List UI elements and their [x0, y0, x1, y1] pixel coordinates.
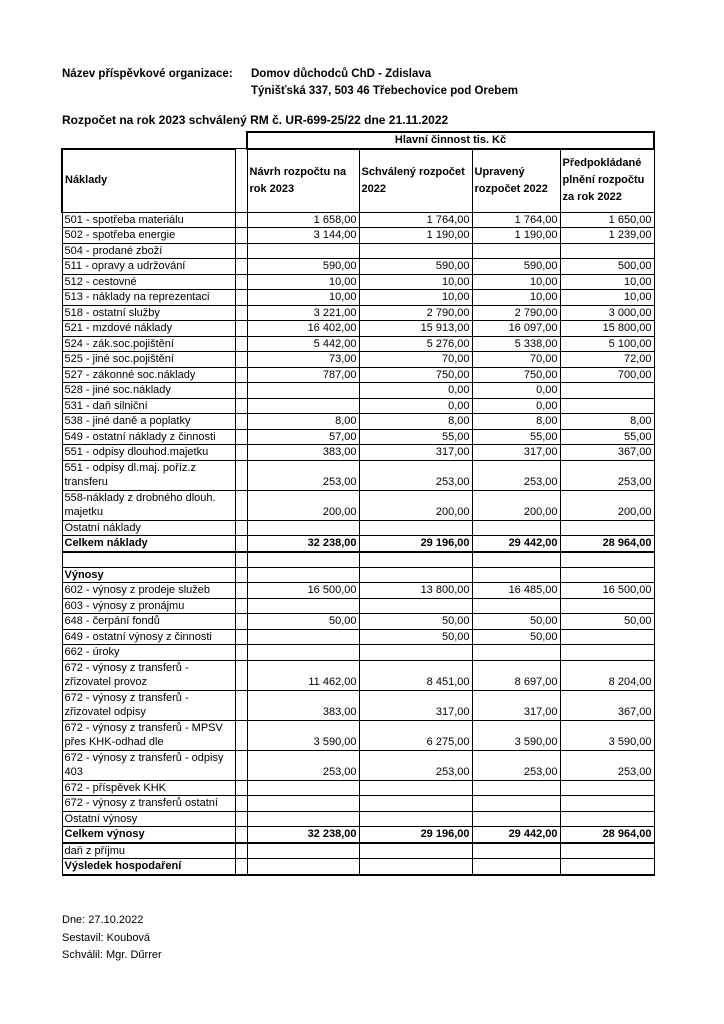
gap-cell — [235, 149, 247, 213]
value-cell: 0,00 — [359, 383, 472, 399]
value-cell — [359, 859, 472, 875]
value-cell: 1 764,00 — [359, 212, 472, 228]
value-cell: 8 697,00 — [472, 660, 560, 690]
value-cell: 11 462,00 — [247, 660, 359, 690]
row-label: 672 - výnosy z transferů - odpisy 403 — [62, 750, 235, 780]
value-cell — [247, 780, 359, 796]
row-label: 672 - výnosy z transferů - zřizovatel odpisy — [62, 690, 235, 720]
value-cell: 317,00 — [359, 690, 472, 720]
value-cell: 0,00 — [359, 398, 472, 414]
row-label: Celkem výnosy — [62, 827, 235, 843]
value-cell — [472, 796, 560, 812]
value-cell — [359, 598, 472, 614]
budget-table-body — [62, 132, 654, 875]
row-label: Ostatní náklady — [62, 520, 235, 536]
row-label: Výsledek hospodaření — [62, 859, 235, 875]
value-cell: 72,00 — [560, 352, 654, 368]
result-row — [62, 859, 654, 875]
value-cell: 253,00 — [359, 460, 472, 490]
row-label: 527 - zákonné soc.náklady — [62, 367, 235, 383]
organization-label: Název příspěvkové organizace: — [62, 68, 233, 80]
value-cell — [247, 796, 359, 812]
value-cell: 253,00 — [560, 750, 654, 780]
group-header: Hlavní činnost tis. Kč — [247, 132, 654, 149]
value-cell: 8,00 — [560, 414, 654, 430]
gap-cell — [235, 460, 247, 490]
blank-cell — [62, 132, 247, 149]
revenue-row — [62, 811, 654, 827]
revenue-row — [62, 645, 654, 661]
value-cell: 317,00 — [472, 690, 560, 720]
value-cell — [560, 398, 654, 414]
cost-row — [62, 352, 654, 368]
value-cell: 787,00 — [247, 367, 359, 383]
value-cell: 253,00 — [247, 460, 359, 490]
row-label: 518 - ostatní služby — [62, 305, 235, 321]
revenue-row — [62, 660, 654, 690]
value-cell: 55,00 — [560, 429, 654, 445]
gap-cell — [235, 367, 247, 383]
value-cell — [247, 398, 359, 414]
row-label: 558-náklady z drobného dlouh. majetku — [62, 490, 235, 520]
gap-cell — [235, 629, 247, 645]
revenues-heading: Výnosy — [62, 567, 235, 583]
value-cell: 253,00 — [472, 750, 560, 780]
value-cell: 8,00 — [247, 414, 359, 430]
budget-table — [61, 131, 655, 876]
column-header-adjusted: Upravený rozpočet 2022 — [472, 149, 560, 213]
cost-row — [62, 414, 654, 430]
value-cell: 590,00 — [247, 259, 359, 275]
row-label: Celkem náklady — [62, 536, 235, 552]
value-cell: 590,00 — [359, 259, 472, 275]
revenue-row — [62, 750, 654, 780]
value-cell — [472, 859, 560, 875]
footer-date: Dne: 27.10.2022 — [62, 914, 144, 926]
value-cell: 383,00 — [247, 445, 359, 461]
value-cell: 253,00 — [247, 750, 359, 780]
value-cell — [560, 859, 654, 875]
footer-prepared-by: Sestavil: Koubová — [62, 931, 151, 944]
row-label: 531 - daň silniční — [62, 398, 235, 414]
gap-cell — [235, 290, 247, 306]
row-label: 549 - ostatní náklady z činnosti — [62, 429, 235, 445]
value-cell: 1 650,00 — [560, 212, 654, 228]
revenue-row — [62, 583, 654, 599]
gap-cell — [235, 796, 247, 812]
value-cell: 73,00 — [247, 352, 359, 368]
gap-cell — [235, 243, 247, 259]
value-cell: 70,00 — [359, 352, 472, 368]
value-cell: 50,00 — [472, 629, 560, 645]
value-cell: 10,00 — [359, 290, 472, 306]
value-cell — [247, 552, 359, 568]
value-cell — [247, 243, 359, 259]
organization-address: Týnišťská 337, 503 46 Třebechovice pod Orebem — [251, 85, 518, 97]
value-cell: 3 590,00 — [560, 720, 654, 750]
gap-cell — [235, 598, 247, 614]
row-label: 525 - jiné soc.pojištění — [62, 352, 235, 368]
value-cell: 3 590,00 — [472, 720, 560, 750]
gap-cell — [235, 552, 247, 568]
value-cell: 367,00 — [560, 445, 654, 461]
gap-cell — [235, 780, 247, 796]
value-cell: 15 800,00 — [560, 321, 654, 337]
value-cell: 16 097,00 — [472, 321, 560, 337]
cost-row — [62, 243, 654, 259]
value-cell: 317,00 — [359, 445, 472, 461]
value-cell — [472, 598, 560, 614]
value-cell: 3 221,00 — [247, 305, 359, 321]
value-cell: 317,00 — [472, 445, 560, 461]
value-cell: 10,00 — [472, 290, 560, 306]
gap-cell — [235, 305, 247, 321]
revenue-row — [62, 690, 654, 720]
value-cell: 5 276,00 — [359, 336, 472, 352]
row-label: 501 - spotřeba materiálu — [62, 212, 235, 228]
row-label: 511 - opravy a udržování — [62, 259, 235, 275]
gap-cell — [235, 383, 247, 399]
gap-cell — [235, 660, 247, 690]
cost-row — [62, 259, 654, 275]
value-cell: 50,00 — [359, 614, 472, 630]
value-cell: 50,00 — [359, 629, 472, 645]
cost-row — [62, 305, 654, 321]
cost-row — [62, 445, 654, 461]
gap-cell — [235, 398, 247, 414]
value-cell: 200,00 — [472, 490, 560, 520]
row-label: 649 - ostatní výnosy z činnosti — [62, 629, 235, 645]
value-cell — [472, 567, 560, 583]
value-cell — [560, 598, 654, 614]
gap-cell — [235, 614, 247, 630]
row-label: Ostatní výnosy — [62, 811, 235, 827]
row-label: 528 - jiné soc.náklady — [62, 383, 235, 399]
group-header-row — [62, 132, 654, 149]
value-cell: 10,00 — [560, 290, 654, 306]
value-cell — [359, 243, 472, 259]
footer — [62, 912, 162, 965]
gap-cell — [235, 536, 247, 552]
gap-cell — [235, 321, 247, 337]
budget-title: Rozpočet na rok 2023 schválený RM č. UR-699-25/22 dne 21.11.2022 — [62, 113, 449, 127]
value-cell: 367,00 — [560, 690, 654, 720]
value-cell: 10,00 — [247, 290, 359, 306]
value-cell — [247, 567, 359, 583]
value-cell: 16 402,00 — [247, 321, 359, 337]
value-cell — [472, 552, 560, 568]
column-header-approved: Schválený rozpočet 2022 — [359, 149, 472, 213]
row-label: 648 - čerpání fondů — [62, 614, 235, 630]
value-cell: 6 275,00 — [359, 720, 472, 750]
value-cell — [359, 567, 472, 583]
value-cell — [560, 645, 654, 661]
value-cell: 16 500,00 — [560, 583, 654, 599]
revenue-row — [62, 598, 654, 614]
value-cell: 253,00 — [472, 460, 560, 490]
value-cell — [560, 811, 654, 827]
value-cell: 29 196,00 — [359, 827, 472, 843]
value-cell: 253,00 — [359, 750, 472, 780]
value-cell — [359, 843, 472, 859]
gap-cell — [235, 228, 247, 244]
row-label: 538 - jiné daně a poplatky — [62, 414, 235, 430]
value-cell: 29 196,00 — [359, 536, 472, 552]
value-cell: 16 500,00 — [247, 583, 359, 599]
value-cell — [359, 796, 472, 812]
value-cell — [247, 645, 359, 661]
value-cell: 15 913,00 — [359, 321, 472, 337]
value-cell — [472, 520, 560, 536]
value-cell: 750,00 — [359, 367, 472, 383]
footer-approved-by: Schválil: Mgr. Dűrrer — [62, 949, 162, 961]
value-cell: 1 658,00 — [247, 212, 359, 228]
value-cell: 29 442,00 — [472, 827, 560, 843]
gap-cell — [235, 843, 247, 859]
tax-row — [62, 843, 654, 859]
value-cell — [560, 780, 654, 796]
value-cell — [247, 598, 359, 614]
cost-row — [62, 290, 654, 306]
value-cell: 70,00 — [472, 352, 560, 368]
column-header-proposal: Návrh rozpočtu na rok 2023 — [247, 149, 359, 213]
value-cell: 1 190,00 — [359, 228, 472, 244]
value-cell — [560, 243, 654, 259]
value-cell — [359, 520, 472, 536]
value-cell — [247, 629, 359, 645]
column-header-label: Náklady — [62, 149, 235, 213]
value-cell: 1 190,00 — [472, 228, 560, 244]
gap-cell — [235, 336, 247, 352]
revenue-row — [62, 720, 654, 750]
gap-cell — [235, 583, 247, 599]
revenue-row — [62, 796, 654, 812]
gap-cell — [235, 274, 247, 290]
value-cell — [560, 552, 654, 568]
gap-cell — [235, 259, 247, 275]
value-cell — [560, 796, 654, 812]
value-cell — [472, 645, 560, 661]
value-cell: 700,00 — [560, 367, 654, 383]
value-cell: 10,00 — [247, 274, 359, 290]
value-cell: 200,00 — [247, 490, 359, 520]
value-cell — [247, 383, 359, 399]
value-cell — [247, 859, 359, 875]
value-cell: 50,00 — [247, 614, 359, 630]
organization-name: Domov důchodců ChD - Zdislava — [251, 68, 432, 80]
value-cell: 16 485,00 — [472, 583, 560, 599]
value-cell: 0,00 — [472, 398, 560, 414]
gap-cell — [235, 414, 247, 430]
value-cell — [560, 520, 654, 536]
value-cell: 200,00 — [560, 490, 654, 520]
value-cell: 29 442,00 — [472, 536, 560, 552]
cost-row — [62, 212, 654, 228]
value-cell: 5 442,00 — [247, 336, 359, 352]
value-cell: 8,00 — [472, 414, 560, 430]
value-cell — [560, 843, 654, 859]
cost-row — [62, 274, 654, 290]
value-cell: 2 790,00 — [359, 305, 472, 321]
cost-row — [62, 429, 654, 445]
column-header-expected: Předpokládané plnění rozpočtu za rok 2022 — [560, 149, 654, 213]
value-cell — [359, 645, 472, 661]
value-cell: 0,00 — [472, 383, 560, 399]
row-label: 672 - výnosy z transferů - MPSV přes KHK-odhad dle — [62, 720, 235, 750]
gap-cell — [235, 750, 247, 780]
value-cell — [472, 780, 560, 796]
gap-cell — [235, 859, 247, 875]
value-cell: 3 000,00 — [560, 305, 654, 321]
gap-cell — [235, 520, 247, 536]
value-cell: 10,00 — [472, 274, 560, 290]
revenue-row — [62, 629, 654, 645]
value-cell: 57,00 — [247, 429, 359, 445]
gap-cell — [235, 490, 247, 520]
value-cell: 590,00 — [472, 259, 560, 275]
value-cell — [560, 629, 654, 645]
costs-total-row — [62, 536, 654, 552]
value-cell: 32 238,00 — [247, 536, 359, 552]
value-cell: 8 451,00 — [359, 660, 472, 690]
cost-row — [62, 398, 654, 414]
row-label: 524 - zák.soc.pojištění — [62, 336, 235, 352]
row-label: 504 - prodané zboží — [62, 243, 235, 259]
row-label: 512 - cestovné — [62, 274, 235, 290]
row-label: daň z příjmu — [62, 843, 235, 859]
value-cell: 55,00 — [472, 429, 560, 445]
value-cell — [247, 843, 359, 859]
gap-cell — [235, 690, 247, 720]
cost-row — [62, 228, 654, 244]
value-cell — [247, 811, 359, 827]
revenue-row — [62, 780, 654, 796]
revenues-heading-row — [62, 567, 654, 583]
row-label: 551 - odpisy dlouhod.majetku — [62, 445, 235, 461]
cost-row — [62, 367, 654, 383]
row-label: 672 - příspěvek KHK — [62, 780, 235, 796]
value-cell: 1 239,00 — [560, 228, 654, 244]
row-label: 551 - odpisy dl.maj. poříz.z transferu — [62, 460, 235, 490]
value-cell: 750,00 — [472, 367, 560, 383]
gap-cell — [235, 720, 247, 750]
row-label: 602 - výnosy z prodeje služeb — [62, 583, 235, 599]
value-cell: 28 964,00 — [560, 536, 654, 552]
value-cell — [560, 383, 654, 399]
cost-row — [62, 520, 654, 536]
cost-row — [62, 460, 654, 490]
gap-cell — [235, 212, 247, 228]
row-label: 521 - mzdové náklady — [62, 321, 235, 337]
revenue-row — [62, 614, 654, 630]
revenues-total-row — [62, 827, 654, 843]
value-cell — [359, 811, 472, 827]
value-cell: 3 590,00 — [247, 720, 359, 750]
cost-row — [62, 321, 654, 337]
value-cell: 3 144,00 — [247, 228, 359, 244]
gap-cell — [235, 429, 247, 445]
cost-row — [62, 490, 654, 520]
gap-cell — [235, 645, 247, 661]
gap-cell — [235, 445, 247, 461]
value-cell — [359, 552, 472, 568]
value-cell: 50,00 — [472, 614, 560, 630]
value-cell: 10,00 — [359, 274, 472, 290]
gap-cell — [235, 827, 247, 843]
value-cell: 2 790,00 — [472, 305, 560, 321]
value-cell: 253,00 — [560, 460, 654, 490]
value-cell — [560, 567, 654, 583]
value-cell — [247, 520, 359, 536]
value-cell — [359, 780, 472, 796]
value-cell: 32 238,00 — [247, 827, 359, 843]
row-label: 513 - náklady na reprezentaci — [62, 290, 235, 306]
cost-row — [62, 383, 654, 399]
value-cell: 55,00 — [359, 429, 472, 445]
column-header-row — [62, 149, 654, 213]
value-cell: 500,00 — [560, 259, 654, 275]
gap-cell — [235, 811, 247, 827]
value-cell: 10,00 — [560, 274, 654, 290]
value-cell — [472, 843, 560, 859]
value-cell: 383,00 — [247, 690, 359, 720]
value-cell — [472, 243, 560, 259]
value-cell: 1 764,00 — [472, 212, 560, 228]
value-cell: 50,00 — [560, 614, 654, 630]
row-label: 662 - úroky — [62, 645, 235, 661]
value-cell: 8 204,00 — [560, 660, 654, 690]
value-cell: 5 338,00 — [472, 336, 560, 352]
value-cell: 13 800,00 — [359, 583, 472, 599]
spacer-row — [62, 552, 654, 568]
row-label: 672 - výnosy z transferů ostatní — [62, 796, 235, 812]
gap-cell — [235, 352, 247, 368]
gap-cell — [235, 567, 247, 583]
row-label: 672 - výnosy z transferů - zřizovatel provoz — [62, 660, 235, 690]
cost-row — [62, 336, 654, 352]
row-label: 502 - spotřeba energie — [62, 228, 235, 244]
row-label: 603 - výnosy z pronájmu — [62, 598, 235, 614]
value-cell: 200,00 — [359, 490, 472, 520]
value-cell — [472, 811, 560, 827]
row-label — [62, 552, 235, 568]
value-cell: 28 964,00 — [560, 827, 654, 843]
value-cell: 5 100,00 — [560, 336, 654, 352]
value-cell: 8,00 — [359, 414, 472, 430]
